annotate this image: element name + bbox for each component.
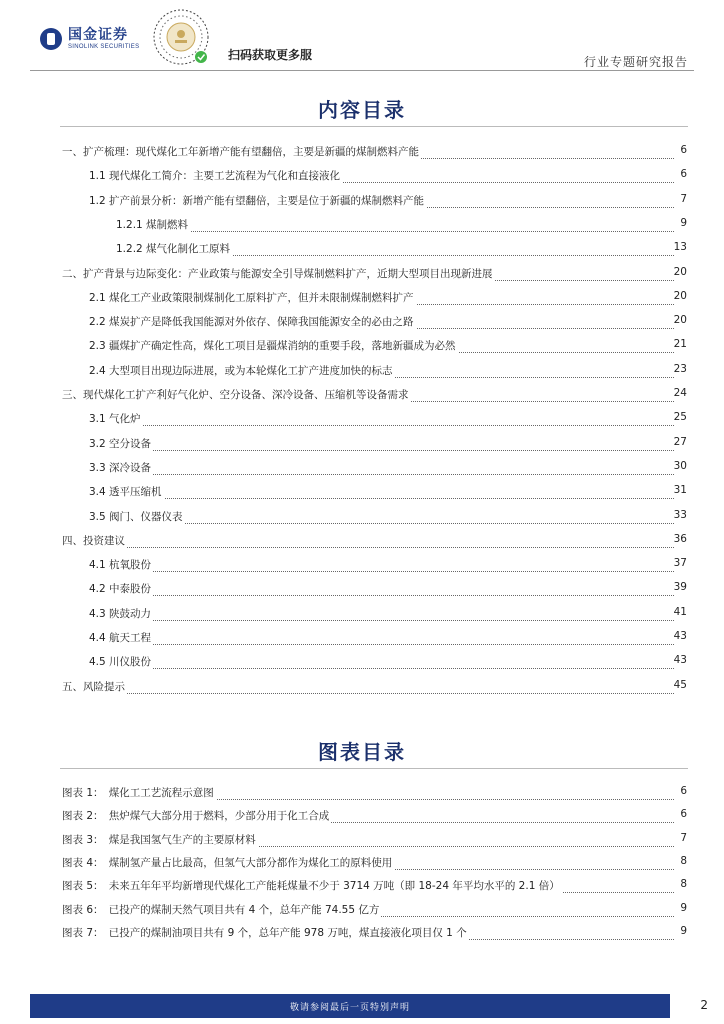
entry-page-number: 25: [673, 411, 687, 424]
figure-entry[interactable]: [0, 804, 724, 828]
toc-entry[interactable]: [0, 262, 724, 286]
figure-entry[interactable]: [0, 828, 724, 852]
toc-entry[interactable]: [0, 505, 724, 529]
figure-entry[interactable]: [0, 898, 724, 922]
entry-label: 图表 5： 未来五年年平均新增现代煤化工产能耗煤量不少于 3714 万吨（即 18-24 年平均水平的 2.1 倍）: [62, 880, 560, 893]
header-divider: [30, 70, 694, 71]
toc-entry[interactable]: [0, 383, 724, 407]
entry-page-number: 41: [673, 605, 687, 618]
figure-entry[interactable]: [0, 921, 724, 945]
entry-page-number: 39: [673, 581, 687, 594]
entry-label: 图表 2： 焦炉煤气大部分用于燃料，少部分用于化工合成: [62, 810, 330, 823]
entry-label: 4.3 陕鼓动力: [89, 607, 152, 620]
toc-entry[interactable]: [0, 650, 724, 674]
figure-entry[interactable]: [0, 781, 724, 805]
entry-label: 2.1 煤化工产业政策限制煤制化工原料扩产，但并未限制煤制燃料扩产: [89, 291, 414, 304]
page-header: [0, 0, 724, 72]
entry-page-number: 9: [680, 924, 687, 937]
entry-page-number: 8: [680, 854, 687, 867]
entry-label: 3.4 透平压缩机: [89, 486, 162, 499]
toc-entry[interactable]: [0, 456, 724, 480]
toc-entry[interactable]: [0, 432, 724, 456]
entry-page-number: 9: [680, 901, 687, 914]
dot-leader: [89, 654, 674, 669]
entry-page-number: 43: [673, 630, 687, 642]
entry-label: 图表 6： 已投产的煤制天然气项目共有 4 个，总年产能 74.55 亿方: [62, 903, 380, 916]
entry-page-number: 7: [680, 831, 687, 844]
qr-code-icon: [152, 8, 210, 66]
entry-page-number: 6: [680, 144, 687, 156]
toc-entry[interactable]: [0, 334, 724, 358]
contents-title: 内容目录: [318, 98, 406, 122]
entry-page-number: 24: [673, 387, 687, 399]
entry-page-number: 37: [673, 557, 687, 570]
entry-label: 3.2 空分设备: [89, 437, 152, 450]
entry-label: 图表 1： 煤化工工艺流程示意图: [62, 787, 214, 799]
dot-leader: [116, 217, 674, 232]
entry-label: 3.1 气化炉: [89, 413, 141, 426]
entry-label: 图表 4： 煤制氢产量占比最高，但氢气大部分都作为煤化工的原料使用: [62, 856, 393, 869]
dot-leader: [62, 533, 674, 548]
logo-name-cn: 国金证券: [68, 27, 128, 43]
toc-entry[interactable]: [0, 189, 724, 213]
dot-leader: [89, 460, 674, 475]
toc-entry[interactable]: [0, 237, 724, 261]
toc-entry[interactable]: [0, 577, 724, 601]
toc-entry[interactable]: [0, 529, 724, 553]
toc-entry[interactable]: [0, 286, 724, 310]
entry-label: 4.1 杭氧股份: [89, 559, 152, 572]
toc-entry[interactable]: [0, 602, 724, 626]
qr-caption: 扫码获取更多服: [228, 48, 313, 62]
entry-label: 三、现代煤化工扩产利好气化炉、空分设备、深冷设备、压缩机等设备需求: [62, 389, 409, 401]
toc-entry[interactable]: [0, 626, 724, 650]
dot-leader: [89, 557, 674, 572]
figure-entry[interactable]: [0, 851, 724, 875]
footer-disclaimer: 敬请参阅最后一页特别声明: [289, 1003, 410, 1013]
entry-page-number: 31: [673, 484, 687, 497]
dot-leader: [89, 630, 674, 645]
dot-leader: [89, 411, 674, 426]
toc-entry[interactable]: [0, 675, 724, 699]
entry-page-number: 27: [673, 435, 687, 448]
entry-page-number: 6: [680, 808, 687, 821]
entry-label: 2.3 疆煤扩产确定性高，煤化工项目是疆煤消纳的重要手段，落地新疆成为必然: [89, 340, 456, 353]
entry-label: 二、扩产背景与边际变化：产业政策与能源安全引导煤制燃料扩产，近期大型项目出现新进展: [62, 267, 493, 280]
entry-page-number: 6: [680, 168, 687, 181]
dot-leader: [89, 581, 674, 596]
toc-entry[interactable]: [0, 407, 724, 431]
entry-label: 3.3 深冷设备: [89, 461, 152, 474]
company-logo: [40, 28, 139, 50]
entry-label: 四、投资建议: [62, 534, 125, 547]
toc-entry[interactable]: [0, 553, 724, 577]
toc-entry[interactable]: [0, 310, 724, 334]
toc-entry[interactable]: [0, 213, 724, 237]
entry-page-number: 30: [673, 459, 687, 472]
entry-page-number: 20: [673, 289, 687, 302]
report-type-label: 行业专题研究报告: [583, 55, 688, 69]
logo-name-en: SINOLINK SECURITIES: [68, 44, 140, 50]
contents-divider: [60, 126, 688, 127]
entry-page-number: 20: [673, 314, 687, 327]
entry-label: 图表 3： 煤是我国氢气生产的主要原材料: [62, 833, 256, 846]
entry-label: 1.2 扩产前景分析：新增产能有望翻倍，主要是位于新疆的煤制燃料产能: [89, 194, 425, 207]
entry-label: 4.2 中泰股份: [89, 583, 152, 596]
figures-divider: [60, 768, 688, 769]
entry-page-number: 45: [673, 678, 687, 691]
entry-label: 4.4 航天工程: [89, 632, 152, 644]
dot-leader: [89, 606, 674, 621]
entry-label: 1.2.1 煤制燃料: [116, 218, 189, 231]
entry-label: 2.4 大型项目出现边际进展，或为本轮煤化工扩产进度加快的标志: [89, 364, 393, 377]
entry-page-number: 7: [680, 192, 687, 205]
entry-page-number: 6: [680, 785, 687, 797]
dot-leader: [89, 484, 674, 499]
dot-leader: [89, 436, 674, 451]
entry-page-number: 8: [680, 878, 687, 891]
toc-entry[interactable]: [0, 164, 724, 188]
toc-entry[interactable]: [0, 140, 724, 164]
logo-icon: [40, 28, 62, 50]
entry-page-number: 20: [673, 265, 687, 278]
entry-label: 一、扩产梳理：现代煤化工年新增产能有望翻倍，主要是新疆的煤制燃料产能: [62, 146, 419, 158]
figure-entry[interactable]: [0, 874, 724, 898]
page-number: 2: [700, 998, 708, 1012]
entry-page-number: 43: [673, 654, 687, 667]
dot-leader: [62, 679, 674, 694]
entry-label: 1.1 现代煤化工简介：主要工艺流程为气化和直接液化: [89, 170, 341, 183]
entry-label: 五、风险提示: [62, 680, 125, 693]
entry-page-number: 23: [673, 362, 687, 375]
entry-label: 2.2 煤炭扩产是降低我国能源对外依存、保障我国能源安全的必由之路: [89, 316, 414, 329]
toc-entry[interactable]: [0, 480, 724, 504]
entry-label: 4.5 川仪股份: [89, 656, 152, 669]
entry-page-number: 13: [673, 241, 687, 254]
entry-page-number: 33: [673, 508, 687, 521]
entry-page-number: 9: [680, 216, 687, 229]
entry-page-number: 21: [673, 338, 687, 351]
toc-entry[interactable]: [0, 359, 724, 383]
figures-title: 图表目录: [318, 740, 406, 764]
entry-label: 图表 7： 已投产的煤制油项目共有 9 个，总年产能 978 万吨，煤直接液化项目仅 1 个: [62, 926, 467, 939]
entry-label: 3.5 阀门、仪器仪表: [89, 510, 183, 523]
entry-label: 1.2.2 煤气化制化工原料: [116, 243, 231, 256]
entry-page-number: 36: [673, 532, 687, 545]
